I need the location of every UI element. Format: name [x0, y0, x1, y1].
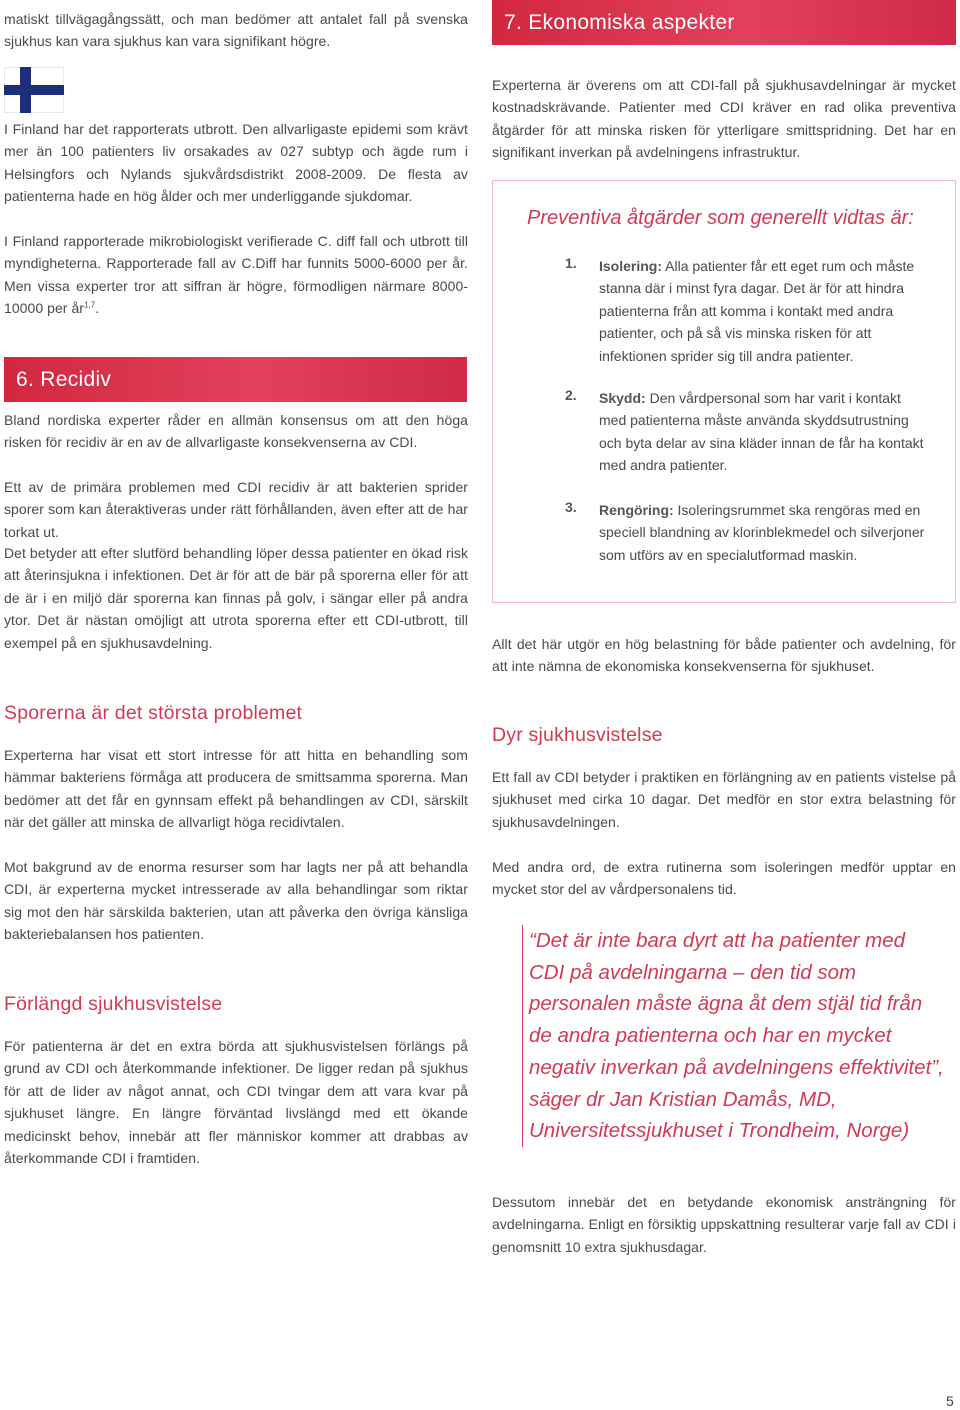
measure-item — [567, 499, 927, 566]
section-6-heading: 6. Recidiv — [4, 357, 467, 402]
recidiv-paragraph-3: Det betyder att efter slutförd behandling löper dessa patienter en ökad risk att återinsjukna i infektionen. Det är för att de bär på sporerna eller för att de är i en miljö där sporerna kan finnas på golv, i sängar eller på andra ytor. Det är nästan omöjligt att utrota sporerna efter ett CDI-utbrott, till exempel på en sjukhusavdelning. — [4, 545, 468, 651]
measure-item — [567, 255, 927, 367]
dyr-paragraph-2: Med andra ord, de extra rutinerna som isoleringen medför upptar en mycket stor del av vårdpersonalens tid. — [492, 859, 956, 898]
recidiv-paragraph-1: Bland nordiska experter råder en allmän konsensus om att den höga risken för recidiv är en av de allvarligaste konsekvenserna av CDI. — [4, 412, 468, 451]
measure-text: Alla patienter får ett eget rum och måste stanna där i minst fyra dagar. Det är för att hindra patienterna från att komma i kontakt med andra patienter, och på så vis minska risken för att infektionen sprider sig till andra patienter. — [599, 258, 915, 364]
finland-paragraph-1: I Finland har det rapporterats utbrott. Den allvarligaste epidemi som krävt mer än 100 patienters liv orsakades av 027 subtyp och ägde rum i Helsingfors och Nylands sjukvårdsdistrikt 2008-2009. De flesta av patienterna hade en hög ålder och mer underliggande sjukdomar. — [4, 121, 468, 205]
sporer-paragraph-2: Mot bakgrund av de enorma resurser som har lagts ner på att behandla CDI, är experterna mycket intresserade av alla behandlingar som riktar sig mot den här särskilda bakterien, utan att påverka den övriga känsliga bakteriebalansen hos patienten. — [4, 859, 468, 943]
measure-text: Den vårdpersonal som har varit i kontakt med patienterna måste använda skyddsutrustning och byta delar av sina kläder innan de får ha kontakt med andra patienter. — [599, 390, 924, 474]
dyr-paragraph-1: Ett fall av CDI betyder i praktiken en förlängning av en patients vistelse på sjukhuset med cirka 10 dagar. Det medför en stor extra belastning för sjukhusavdelningen. — [492, 769, 956, 830]
econ-paragraph-1: Experterna är överens om att CDI-fall på sjukhusavdelningar är mycket kostnadskrävande. Patienter med CDI kräver en rad olika preventiva åtgärder för att minska risken för ytterligare smittspridning. Det har en signifikant inverkan på avdelningens infrastruktur. — [492, 77, 956, 161]
final-paragraph: Dessutom innebär det en betydande ekonomisk ansträngning för avdelningarna. Enligt en försiktig uppskattning resulterar varje fall av CDI i genomsnitt 10 extra sjukhusdagar. — [492, 1194, 956, 1255]
measure-number: 1. — [565, 255, 577, 271]
pull-quote — [522, 925, 944, 1147]
box-title: Preventiva åtgärder som generellt vidtas är: — [527, 207, 914, 229]
measure-number: 3. — [565, 499, 577, 515]
sporer-paragraph-1: Experterna har visat ett stort intresse för att hitta en behandling som hämmar bakteriens förmåga att producera de smittsamma sporerna. Man bedömer att det får en gynnsam effekt på behandlingen av CDI, särskilt när det gäller att minska de allvarligt höga recidivtalen. — [4, 747, 468, 831]
quote-text: “Det är inte bara dyrt att ha patienter med CDI på avdelningarna – den tid som personalen måste ägna åt dem stjäl tid från de andra patienterna och har en mycket negativ inverkan på avdelningens effektivitet”, säger dr Jan Kristian Damås, MD, Universitetssjukhuset i Trondheim, Norge) — [529, 929, 944, 1143]
section-7-heading: 7. Ekonomiska aspekter — [492, 0, 956, 45]
measure-label: Skydd: — [599, 390, 646, 406]
forlangd-heading: Förlängd sjukhusvistelse — [4, 993, 223, 1015]
preventive-measures-box — [492, 180, 956, 603]
page-number: 5 — [946, 1393, 954, 1409]
measure-item — [567, 387, 927, 477]
intro-paragraph: matiskt tillvägagångssätt, och man bedömer att antalet fall på svenska sjukhus kan vara sjukhus kan vara signifikant högre. — [4, 11, 468, 50]
measure-number: 2. — [565, 387, 577, 403]
finland-paragraph-2: I Finland rapporterade mikrobiologiskt verifierade C. diff fall och utbrott till myndigheterna. Rapporterade fall av C.Diff har funnits 5000-6000 per år. Men vissa experter tror att siffran är högre, förmodligen närmare 8000-10000 per år$^{1,7}$. — [4, 233, 468, 317]
measure-label: Rengöring: — [599, 502, 674, 518]
dyr-heading: Dyr sjukhusvistelse — [492, 724, 663, 746]
measure-text: Isoleringsrummet ska rengöras med en speciell blandning av klorinblekmedel och silverjoner som utförs av en specialutformad maskin. — [599, 502, 925, 563]
recidiv-paragraph-2: Ett av de primära problemen med CDI recidiv är att bakterien sprider sporer som kan återaktiveras under rätt förhållanden, även efter att de har torkat ut. — [4, 479, 468, 540]
forlangd-paragraph: För patienterna är det en extra börda att sjukhusvistelsen förlängs på grund av CDI och återkommande infektioner. De ligger redan på sjukhus för att de lider av något annat, och CDI tvingar dem att vara kvar på sjukhuset längre. En längre förväntad livslängd med ett ökande medicinskt behov, innebär att fler människor kommer att drabbas av återkommande CDI i framtiden. — [4, 1038, 468, 1167]
measure-label: Isolering: — [599, 258, 663, 274]
econ-paragraph-2: Allt det här utgör en hög belastning för både patienter och avdelning, för att inte nämna de ekonomiska konsekvenserna för sjukhuset. — [492, 636, 956, 675]
finland-flag-icon — [4, 67, 64, 113]
sporer-heading: Sporerna är det största problemet — [4, 702, 303, 724]
